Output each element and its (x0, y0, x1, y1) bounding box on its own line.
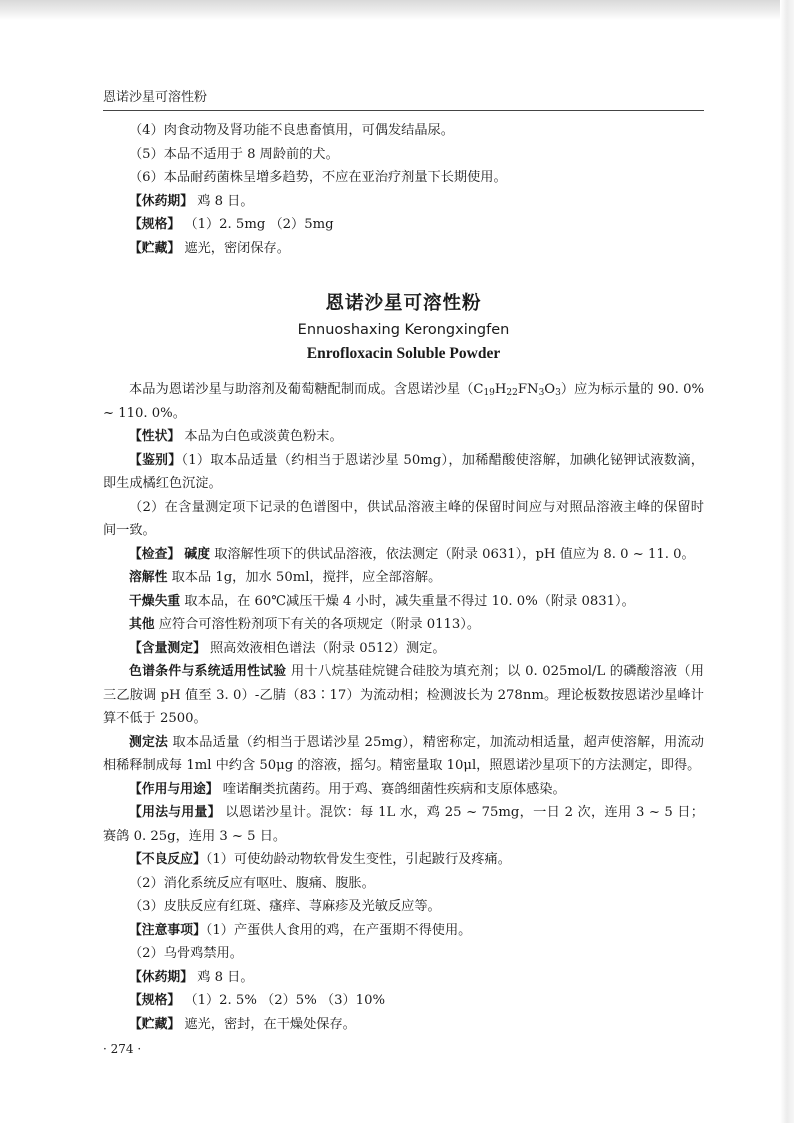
withdrawal-section: 【休药期】 鸡 8 日。 (129, 969, 254, 985)
section-gap (103, 260, 704, 291)
prev-withdrawal: 【休药期】 鸡 8 日。 (129, 193, 254, 209)
prev-spec: 【规格】 （1）2. 5mg （2）5mg (129, 217, 334, 232)
test-loss-on-drying: 干燥失重 取本品，在 60℃减压干燥 4 小时，减失重量不得过 10. 0%（附录 0831）。 (129, 593, 635, 609)
adverse-section: 【不良反应】（1）可使幼龄动物软骨发生变性，引起跛行及疼痛。 (129, 852, 511, 867)
monograph-title-english: Enrofloxacin Soluble Powder (306, 345, 501, 362)
adverse-item-3: （3）皮肤反应有红斑、瘙痒、荨麻疹及光敏反应等。 (129, 899, 441, 914)
header-rule (103, 110, 704, 111)
identification-item-2: （2）在含量测定项下记录的色谱图中，供试品溶液主峰的保留时间应与对照品溶液主峰的保留时间一致。 (103, 499, 704, 538)
precaution-item-5: （5）本品不适用于 8 周龄前的犬。 (129, 146, 339, 162)
precaution-item-4: （4）肉食动物及肾功能不良患畜慎用，可偶发结晶尿。 (129, 123, 454, 138)
running-header: 恩诺沙星可溶性粉 (103, 90, 208, 105)
page-number: · 274 · (103, 1042, 142, 1056)
page-body (103, 119, 704, 1036)
storage-section: 【贮藏】 遮光，密封，在干燥处保存。 (129, 1016, 356, 1032)
precautions-item-2: （2）乌骨鸡禁用。 (129, 946, 243, 961)
precautions-section: 【注意事项】（1）产蛋供人食用的鸡，在产蛋期不得使用。 (129, 922, 472, 938)
assay-conditions: 色谱条件与系统适用性试验 用十八烷基硅烷键合硅胶为填充剂；以 0. 025mol/L 的磷酸溶液（用三乙胺调 pH 值至 3. 0）-乙腈（83∶17）为流动相；检测波长为 278nm。理论板数按恩诺沙星峰计算不低于 2500。 (103, 664, 704, 726)
scan-edge-shadow (780, 0, 794, 1123)
identification-section: 【鉴别】（1）取本品适量（约相当于恩诺沙星 50mg），加稀醋酸使溶解，加碘化铋钾试液数滴，即生成橘红色沉淀。 (103, 452, 704, 491)
tests-section: 【检查】 碱度 取溶解性项下的供试品溶液，依法测定（附录 0631），pH 值应为 8. 0 ~ 11. 0。 (129, 546, 695, 562)
test-other: 其他 应符合可溶性粉剂项下有关的各项规定（附录 0113）。 (129, 617, 481, 632)
test-solubility: 溶解性 取本品 1g，加水 50ml，搅拌，应全部溶解。 (129, 570, 442, 585)
precaution-item-6: （6）本品耐药菌株呈增多趋势，不应在亚治疗剂量下长期使用。 (129, 170, 507, 185)
assay-method: 测定法 取本品适量（约相当于恩诺沙星 25mg），精密称定，加流动相适量，超声使溶解，用流动相稀释制成每 1ml 中约含 50μg 的溶液，摇匀。精密量取 10μl，照恩诺沙星项下的方法测定，即得。 (103, 734, 704, 773)
prev-storage: 【贮藏】 遮光，密闭保存。 (129, 240, 290, 256)
action-section: 【作用与用途】 喹诺酮类抗菌药。用于鸡、赛鸽细菌性疾病和支原体感染。 (129, 781, 566, 797)
adverse-item-2: （2）消化系统反应有呕吐、腹痛、腹胀。 (129, 875, 375, 891)
monograph-intro: 本品为恩诺沙星与助溶剂及葡萄糖配制而成。含恩诺沙星$(C_{19}H_{22}FN_3O_3)$应为标示量的 90. 0% ~ 110. 0%。 (103, 382, 704, 421)
scan-top-shadow (0, 0, 794, 20)
monograph-title-chinese: 恩诺沙星可溶性粉 (325, 293, 482, 314)
dosage-section: 【用法与用量】 以恩诺沙星计。混饮：每 1L 水，鸡 25 ~ 75mg，一日 2 次，连用 3 ~ 5 日；赛鸽 0. 25g，连用 3 ~ 5 日。 (103, 805, 704, 844)
monograph-title-pinyin: Ennuoshaxing Kerongxingfen (297, 322, 510, 338)
character-section: 【性状】 本品为白色或淡黄色粉末。 (129, 429, 343, 444)
assay-section: 【含量测定】 照高效液相色谱法（附录 0512）测定。 (129, 640, 446, 656)
spec-section: 【规格】 （1）2. 5% （2）5% （3）10% (129, 993, 385, 1008)
